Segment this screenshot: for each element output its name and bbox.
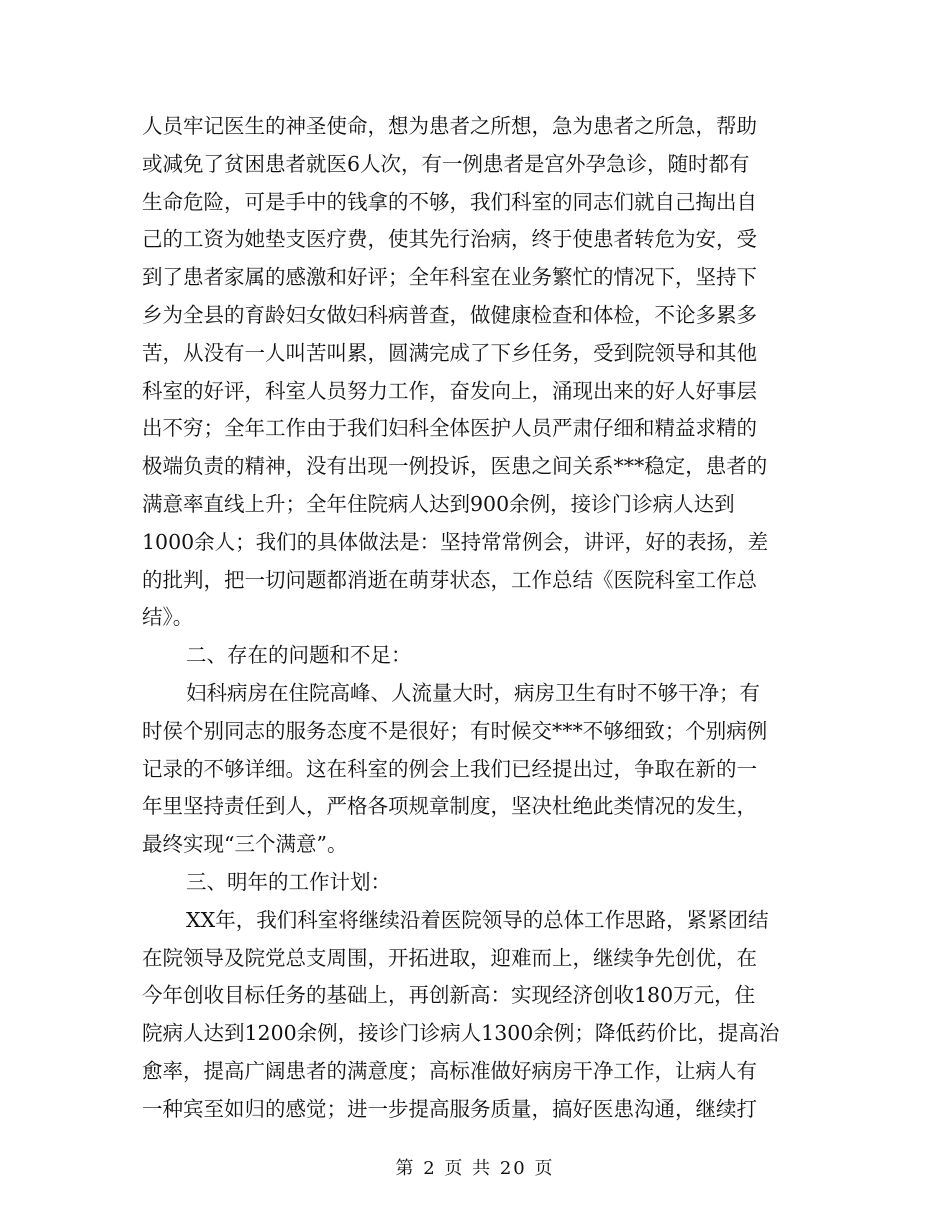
text-line: 在院领导及院党总支周围，开拓进取，迎难而上，继续争先创优，在 xyxy=(142,945,757,970)
text-line: 人员牢记医生的神圣使命，想为患者之所想，急为患者之所急，帮助 xyxy=(142,114,757,138)
text-line: 愈率，提高广阔患者的满意度；高标准做好病房干净工作，让病人有 xyxy=(142,1058,757,1083)
text-line: 结》。 xyxy=(142,605,194,630)
text-line: 记录的不够详细。这在科室的例会上我们已经提出过，争取在新的一 xyxy=(142,756,757,781)
text-line: 妇科病房在住院高峰、人流量大时，病房卫生有时不够干净；有 xyxy=(186,680,760,705)
text-line: 己的工资为她垫支医疗费，使其先行治病，终于使患者转危为安，受 xyxy=(142,227,757,252)
page-number-footer: 第 2 页 共 20 页 xyxy=(395,1158,555,1179)
document-body xyxy=(142,108,822,1129)
text-line: 出不穷；全年工作由于我们妇科全体医护人员严肃仔细和精益求精的 xyxy=(142,416,757,441)
text-line: 院病人达到1200余例，接诊门诊病人1300余例；降低药价比，提高治 xyxy=(142,1021,780,1046)
text-line: 满意率直线上升；全年住院病人达到900余例，接诊门诊病人达到 xyxy=(142,491,735,516)
text-line: 时侯个别同志的服务态度不是很好；有时候交***不够细致；个别病例 xyxy=(142,718,768,743)
text-line: 或减免了贫困患者就医6人次，有一例患者是宫外孕急诊，随时都有 xyxy=(142,151,750,176)
text-line: 苦，从没有一人叫苦叫累，圆满完成了下乡任务，受到院领导和其他 xyxy=(142,340,757,365)
text-line: 极端负责的精神，没有出现一例投诉，医患之间关系***稳定，患者的 xyxy=(142,454,768,479)
text-line: XX年，我们科室将继续沿着医院领导的总体工作思路，紧紧团结 xyxy=(186,907,769,932)
text-line: 今年创收目标任务的基础上，再创新高：实现经济创收180万元，住 xyxy=(142,983,756,1008)
text-line: 年里坚持责任到人，严格各项规章制度，坚决杜绝此类情况的发生， xyxy=(142,794,757,819)
section-heading: 三、明年的工作计划： xyxy=(186,869,391,894)
text-line: 到了患者家属的感激和好评；全年科室在业务繁忙的情况下，坚持下 xyxy=(142,265,757,290)
text-line: 的批判，把一切问题都消逝在萌芽状态，工作总结《医院科室工作总 xyxy=(142,567,757,592)
section-heading: 二、存在的问题和不足： xyxy=(186,643,412,668)
text-line: 乡为全县的育龄妇女做妇科病普查，做健康检查和体检，不论多累多 xyxy=(142,302,757,327)
text-line: 最终实现“三个满意”。 xyxy=(142,832,348,857)
text-line: 一种宾至如归的感觉；进一步提高服务质量，搞好医患沟通，继续打 xyxy=(142,1096,757,1121)
text-line: 生命危险，可是手中的钱拿的不够，我们科室的同志们就自己掏出自 xyxy=(142,189,757,214)
text-line: 科室的好评，科室人员努力工作，奋发向上，涌现出来的好人好事层 xyxy=(142,378,757,403)
text-line: 1000余人；我们的具体做法是：坚持常常例会，讲评，好的表扬，差 xyxy=(142,529,769,554)
